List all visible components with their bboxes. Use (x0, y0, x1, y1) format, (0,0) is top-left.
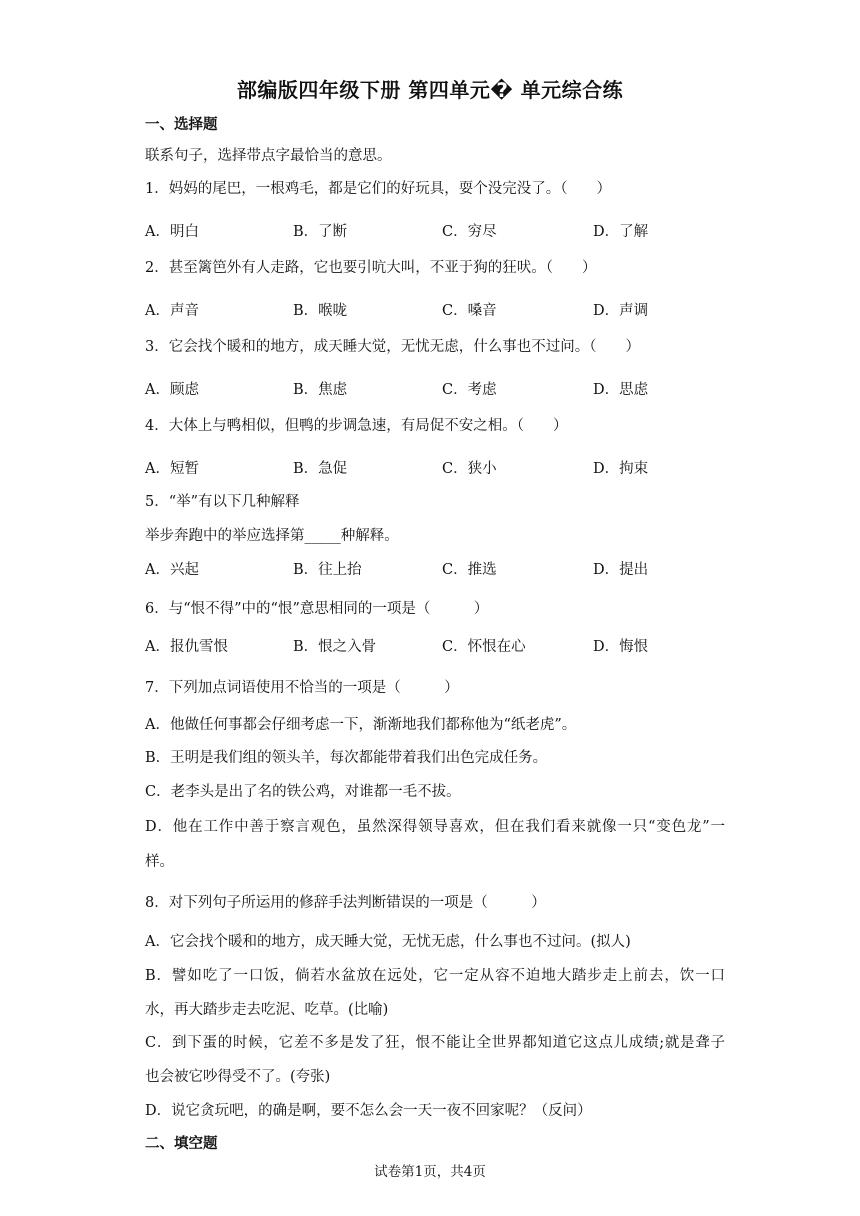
question-8-option-c-continued: 也会被它吵得受不了。(夸张) (145, 1069, 331, 1085)
question-2-options (145, 299, 725, 321)
option-c: C．怀恨在心 (442, 639, 526, 655)
option-d: D．提出 (593, 562, 649, 578)
option-c: C．考虑 (442, 382, 497, 398)
question-8-option-b-continued: 水，再大踏步走去吃泥、吃草。(比喻) (145, 1002, 389, 1018)
question-7: 7．下列加点词语使用不恰当的一项是（ ） (145, 680, 459, 696)
option-a: A．短暂 (145, 461, 199, 477)
option-b: B．焦虑 (293, 382, 348, 398)
option-a: A．明白 (145, 224, 199, 240)
option-d: D．悔恨 (593, 639, 649, 655)
option-b: B．恨之入骨 (293, 639, 377, 655)
question-7-option-d: D．他在工作中善于察言观色，虽然深得领导喜欢，但在我们看来就像一只“变色龙”一 (145, 819, 725, 835)
question-5-options (145, 558, 725, 580)
question-1: 1．妈妈的尾巴，一根鸡毛，都是它们的好玩具，耍个没完没了。（ ） (145, 181, 611, 197)
question-3-options (145, 378, 725, 400)
section-heading-choice: 一、选择题 (145, 117, 218, 133)
question-2: 2．甚至篱笆外有人走路，它也要引吭大叫，不亚于狗的狂吠。（ ） (145, 260, 597, 276)
option-d: D．声调 (593, 303, 649, 319)
question-7-option-a: A．他做任何事都会仔细考虑一下，渐渐地我们都称他为“纸老虎”。 (145, 717, 577, 733)
option-d: D．拘束 (593, 461, 649, 477)
option-b: B．喉咙 (293, 303, 348, 319)
option-c: C．嗓音 (442, 303, 497, 319)
question-6: 6．与“恨不得”中的“恨”意思相同的一项是（ ） (145, 601, 489, 617)
option-b: B．急促 (293, 461, 348, 477)
option-a: A．顾虑 (145, 382, 199, 398)
page-title: 部编版四年级下册 第四单元� 单元综合练 (236, 78, 624, 102)
option-a: A．兴起 (145, 562, 199, 578)
question-1-options (145, 220, 725, 242)
question-8-option-b: B．譬如吃了一口饭，倘若水盆放在远处，它一定从容不迫地大踏步走上前去，饮一口 (145, 968, 725, 984)
question-8-option-a: A．它会找个暖和的地方，成天睡大觉，无忧无虑，什么事也不过问。(拟人) (145, 934, 631, 950)
question-5: 5．“举”有以下几种解释 (145, 494, 300, 510)
question-8-option-d: D．说它贪玩吧，的确是啊，要不怎么会一天一夜不回家呢？（反问） (145, 1103, 592, 1119)
page-footer: 试卷第1页，共4页 (374, 1164, 486, 1180)
question-5-prompt: 举步奔跑中的举应选择第_____种解释。 (145, 528, 399, 544)
question-3: 3．它会找个暖和的地方，成天睡大觉，无忧无虑，什么事也不过问。（ ） (145, 339, 640, 355)
question-4: 4．大体上与鸭相似，但鸭的步调急速，有局促不安之相。（ ） (145, 418, 568, 434)
question-8-option-c: C．到下蛋的时候，它差不多是发了狂，恨不能让全世界都知道它这点儿成绩;就是聋子 (145, 1035, 725, 1051)
option-c: C．推选 (442, 562, 497, 578)
option-c: C．狭小 (442, 461, 497, 477)
option-b: B．了断 (293, 224, 348, 240)
option-d: D．思虑 (593, 382, 649, 398)
option-c: C．穷尽 (442, 224, 497, 240)
question-7-option-d-continued: 样。 (145, 854, 174, 870)
option-a: A．声音 (145, 303, 199, 319)
question-7-option-b: B．王明是我们组的领头羊，每次都能带着我们出色完成任务。 (145, 750, 548, 766)
question-6-options (145, 635, 725, 657)
option-d: D．了解 (593, 224, 649, 240)
question-4-options (145, 457, 725, 479)
instruction: 联系句子，选择带点字最恰当的意思。 (145, 148, 392, 164)
question-8: 8．对下列句子所运用的修辞手法判断错误的一项是（ ） (145, 895, 546, 911)
section-heading-fill: 二、填空题 (145, 1136, 218, 1152)
question-7-option-c: C．老李头是出了名的铁公鸡，对谁都一毛不拔。 (145, 784, 461, 800)
option-a: A．报仇雪恨 (145, 639, 228, 655)
option-b: B．往上抬 (293, 562, 362, 578)
